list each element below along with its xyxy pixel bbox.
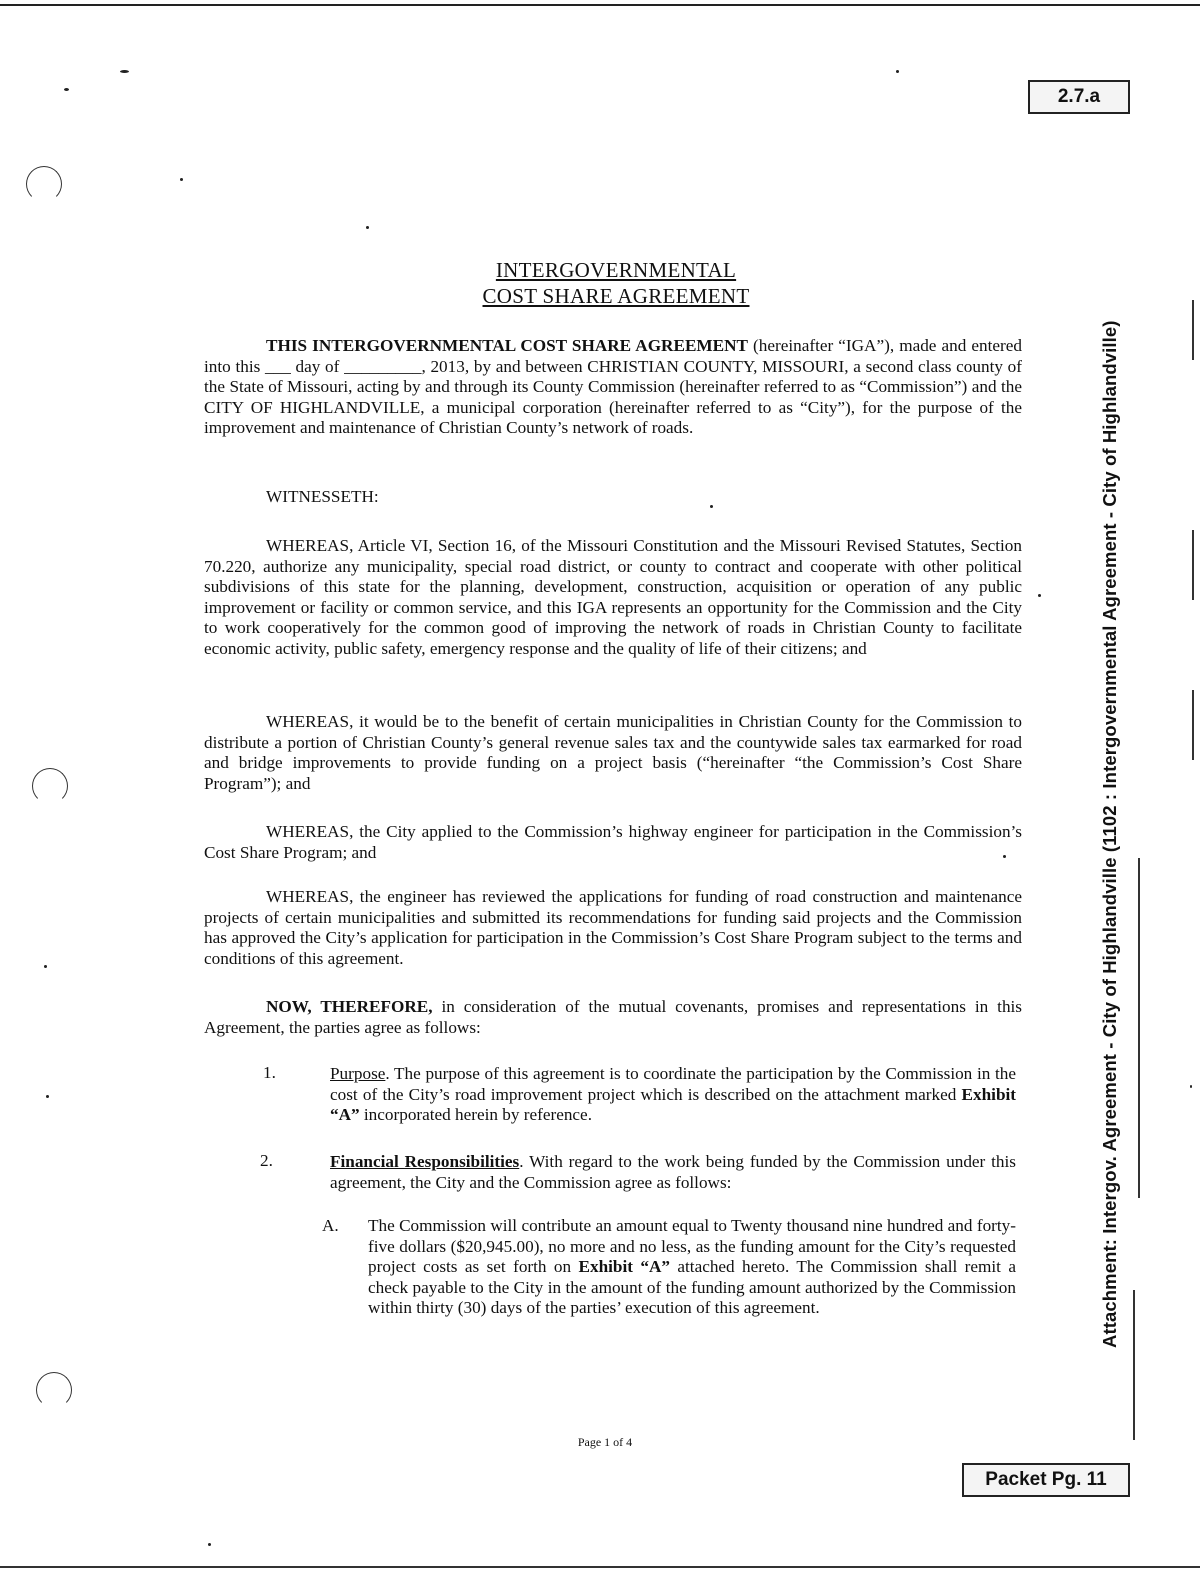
scan-speck: [46, 1095, 49, 1098]
document-title-line2: COST SHARE AGREEMENT: [482, 284, 750, 308]
whereas-paragraph-1: [204, 536, 1022, 660]
item-text: incorporated herein by reference.: [359, 1105, 592, 1125]
sidebar-rule: [1138, 858, 1140, 1198]
whereas-lead: WHEREAS,: [266, 536, 354, 555]
scan-speck: [208, 1543, 211, 1546]
intro-text: (hereinafter “IGA”), made and entered into this ___ day of _________, 2013, by and between CHRISTIAN COUNTY, MISSOURI, a second class county of the State of Missouri, acting by and through its County Commission (hereinafter referred to as “Commission”) and the CITY OF HIGHLANDVILLE, a municipal corporation (hereinafter referred to as “City”), for the purpose of the improvement and maintenance of Christian County’s network of roads.: [204, 336, 1022, 438]
item-number: 1.: [263, 1063, 276, 1082]
sidebar-rule: [1133, 1290, 1135, 1440]
witnesseth-label: WITNESSETH:: [266, 487, 379, 506]
whereas-lead: WHEREAS,: [266, 887, 354, 906]
scan-speck: [180, 178, 183, 181]
whereas-paragraph-4: [204, 887, 1022, 969]
scan-speck: [366, 226, 369, 229]
document-title-line1: INTERGOVERNMENTAL: [495, 258, 737, 282]
whereas-text: the engineer has reviewed the applications for funding of road construction and maintenance projects of certain municipalities and submitted its recommendations for funding said projects and the Commission has approved the City’s application for participation in the Commission’s Cost Share Program subject to the terms and conditions of this agreement.: [204, 887, 1022, 968]
scan-speck: [64, 88, 69, 91]
subitem-text: The Commission will contribute an amount equal to Twenty thousand nine hundred and forty-five dollars ($20,945.00), no more and no less, as the funding amount for the City’s requested project costs as set forth on: [368, 1216, 1016, 1277]
subitem-letter: A.: [322, 1216, 339, 1235]
item-text: . With regard to the work being funded by the Commission under this agreement, the City and the Commission agree as follows:: [330, 1152, 1016, 1192]
whereas-paragraph-3: [204, 822, 1022, 863]
edge-rule: [1192, 530, 1194, 600]
item-heading: Purpose: [330, 1064, 386, 1083]
whereas-text: the City applied to the Commission’s highway engineer for participation in the Commission’s Cost Share Program; and: [204, 822, 1022, 862]
whereas-text: Article VI, Section 16, of the Missouri Constitution and the Missouri Revised Statutes, Section 70.220, authorize any municipality, special road district, or county to contract and cooperate with other political subdivisions of this state for the planning, development, construction, acquisition or operation of any public improvement or facility or common service, and this IGA represents an opportunity for the Commission and the City to work cooperatively for the common good of improving the network of roads in Christian County to facilitate economic activity, public safety, emergency response and the quality of life of their citizens; and: [204, 536, 1022, 658]
item-number: 2.: [260, 1151, 273, 1170]
scan-top-border: [0, 4, 1200, 6]
agenda-item-badge: 2.7.a: [1028, 80, 1130, 114]
now-therefore-paragraph: [204, 997, 1022, 1038]
intro-paragraph: [204, 336, 1022, 439]
scan-bottom-border: [0, 1566, 1200, 1568]
attachment-sidebar-label: Attachment: Intergov. Agreement - City of Highlandville (1102 : Intergovernmental Agreement - City of Highlandville): [1099, 320, 1120, 1348]
subitem-text: attached hereto. The Commission shall remit a check payable to the City in the amount of the funding amount authorized by the Commission within thirty (30) days of the parties’ execution of this agreement.: [368, 1257, 1016, 1318]
intro-lead: THIS INTERGOVERNMENTAL COST SHARE AGREEMENT: [266, 336, 748, 355]
scan-speck: [896, 70, 899, 73]
packet-page-badge: Packet Pg. 11: [962, 1463, 1130, 1497]
whereas-lead: WHEREAS,: [266, 712, 354, 731]
item-text: . The purpose of this agreement is to coordinate the participation by the Commission in the cost of the City’s road improvement project which is described on the attachment marked: [330, 1064, 1016, 1104]
item-financial-responsibilities: [330, 1152, 1016, 1193]
scan-speck: [44, 965, 47, 968]
exhibit-reference: Exhibit “A”: [578, 1257, 670, 1277]
whereas-paragraph-2: [204, 712, 1022, 794]
hole-punch-mark: [36, 1372, 72, 1408]
scan-speck: [120, 70, 129, 73]
page-number-footer: Page 1 of 4: [577, 1435, 633, 1449]
edge-rule: [1192, 690, 1194, 760]
whereas-lead: WHEREAS,: [266, 822, 354, 841]
now-therefore-lead: NOW, THEREFORE,: [266, 997, 433, 1016]
hole-punch-mark: [26, 166, 62, 202]
hole-punch-mark: [32, 768, 68, 804]
now-therefore-text: in consideration of the mutual covenants, promises and representations in this Agreement, the parties agree as follows:: [204, 997, 1022, 1037]
whereas-text: it would be to the benefit of certain municipalities in Christian County for the Commission to distribute a portion of Christian County’s general revenue sales tax and the countywide sales tax earmarked for road and bridge improvements to provide funding on a project basis (“hereinafter “the Commission’s Cost Share Program”); and: [204, 712, 1022, 793]
witnesseth-heading: [204, 487, 1022, 508]
item-purpose: [330, 1064, 1016, 1126]
edge-rule: [1192, 300, 1194, 360]
scan-speck: [1038, 594, 1041, 597]
subitem-a: [368, 1216, 1016, 1319]
exhibit-reference: Exhibit “A”: [330, 1084, 1016, 1125]
item-heading: Financial Responsibilities: [330, 1152, 520, 1171]
scan-speck: [1190, 1085, 1192, 1088]
